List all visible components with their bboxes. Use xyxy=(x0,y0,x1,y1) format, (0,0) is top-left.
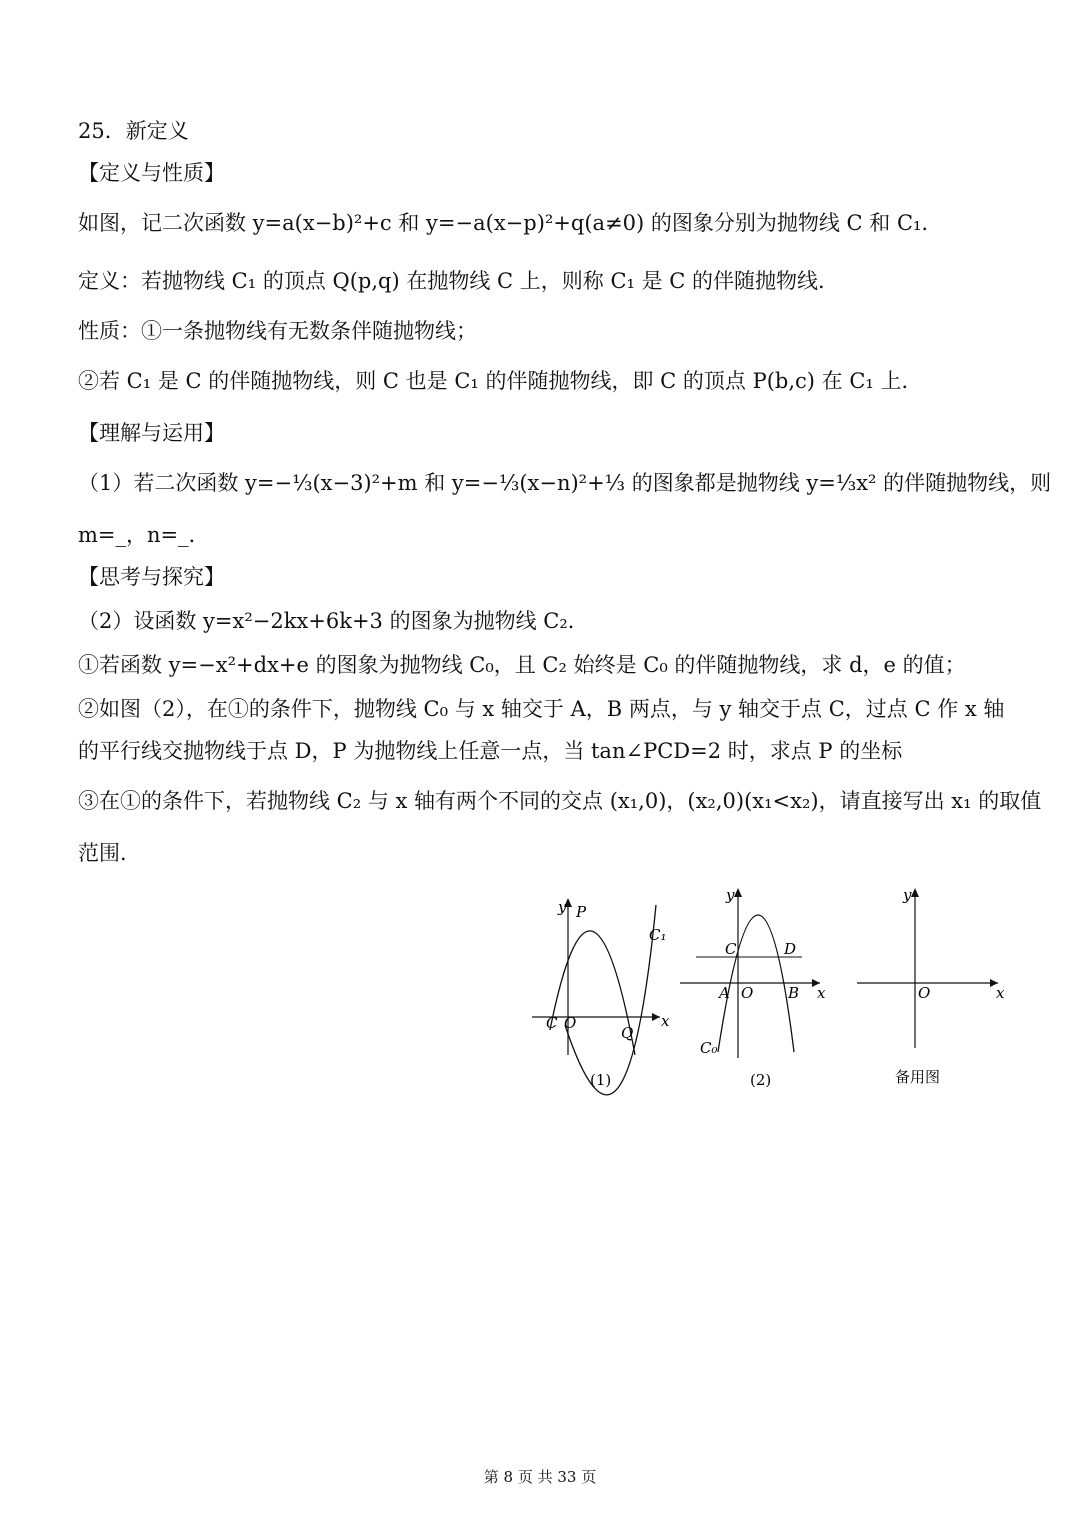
fig1-label-o: O xyxy=(564,1014,577,1032)
page-footer: 第 8 页 共 33 页 xyxy=(483,1468,597,1486)
fig2-label-x: x xyxy=(817,984,826,1002)
figure-2 xyxy=(680,886,826,1089)
fig3-y-arrow-icon xyxy=(911,888,919,897)
definition-line-2: 定义：若抛物线 C₁ 的顶点 Q(p,q) 在抛物线 C 上，则称 C₁ 是 C 的伴随抛物线． xyxy=(78,269,840,293)
fig3-label-x: x xyxy=(996,984,1005,1002)
section-explore-heading: 【思考与探究】 xyxy=(78,565,225,589)
fig1-parabola-c1 xyxy=(565,905,656,1095)
section-apply-heading: 【理解与运用】 xyxy=(78,421,225,445)
figures-group xyxy=(520,880,1020,1100)
question-1: （1）若二次函数 y=−⅓(x−3)²+m 和 y=−⅓(x−n)²+⅓ 的图象都是抛物线 y=⅓x² 的伴随抛物线，则 xyxy=(78,471,1052,495)
question-2-part-1: ①若函数 y=−x²+dx+e 的图象为抛物线 C₀，且 C₂ 始终是 C₀ 的伴随抛物线，求 d，e 的值； xyxy=(78,653,966,677)
property-line-1: 性质：①一条抛物线有无数条伴随抛物线； xyxy=(78,319,477,343)
figure-1 xyxy=(532,898,670,1095)
question-1-blanks: m=_，n=_． xyxy=(78,523,210,547)
problem-title: 25．新定义 xyxy=(78,119,189,143)
fig3-caption: 备用图 xyxy=(895,1068,941,1086)
property-line-2: ②若 C₁ 是 C 的伴随抛物线，则 C 也是 C₁ 的伴随抛物线，即 C 的顶点 P(b,c) 在 C₁ 上． xyxy=(78,369,923,393)
fig2-label-y: y xyxy=(726,886,735,904)
section-definition-heading: 【定义与性质】 xyxy=(78,161,225,185)
fig2-label-a: A xyxy=(719,984,730,1002)
figure-3 xyxy=(857,886,1005,1086)
fig1-caption: (1) xyxy=(590,1071,612,1089)
fig1-label-c: C xyxy=(546,1014,558,1032)
question-2-part-2-cont: 的平行线交抛物线于点 D，P 为抛物线上任意一点，当 tan∠PCD=2 时，求点 P 的坐标 xyxy=(78,739,903,763)
fig3-label-y: y xyxy=(903,886,912,904)
fig2-label-d: D xyxy=(784,940,797,958)
fig2-y-arrow-icon xyxy=(734,888,742,897)
question-2-part-3-cont: 范围． xyxy=(78,841,141,865)
fig1-x-arrow-icon xyxy=(652,1013,660,1021)
question-2-part-3: ③在①的条件下，若抛物线 C₂ 与 x 轴有两个不同的交点 (x₁,0)，(x₂,0)(x₁<x₂)，请直接写出 x₁ 的取值 xyxy=(78,789,1042,813)
question-2-part-2: ②如图（2），在①的条件下，抛物线 C₀ 与 x 轴交于 A，B 两点，与 y 轴交于点 C，过点 C 作 x 轴 xyxy=(78,697,1005,721)
fig2-label-b: B xyxy=(788,984,800,1002)
fig1-label-c1: C₁ xyxy=(649,926,667,944)
fig2-label-o: O xyxy=(741,984,754,1002)
fig1-label-p: P xyxy=(576,903,587,921)
fig2-label-c0: C₀ xyxy=(700,1039,718,1057)
fig1-label-x: x xyxy=(661,1012,670,1030)
definition-line-1: 如图，记二次函数 y=a(x−b)²+c 和 y=−a(x−p)²+q(a≠0) 的图象分别为抛物线 C 和 C₁． xyxy=(78,211,943,235)
fig2-label-c: C xyxy=(725,940,737,958)
fig2-caption: (2) xyxy=(750,1071,772,1089)
question-2: （2）设函数 y=x²−2kx+6k+3 的图象为抛物线 C₂． xyxy=(78,609,589,633)
fig3-label-o: O xyxy=(918,984,931,1002)
fig1-label-q: Q xyxy=(621,1024,634,1042)
fig1-label-y: y xyxy=(558,898,567,916)
